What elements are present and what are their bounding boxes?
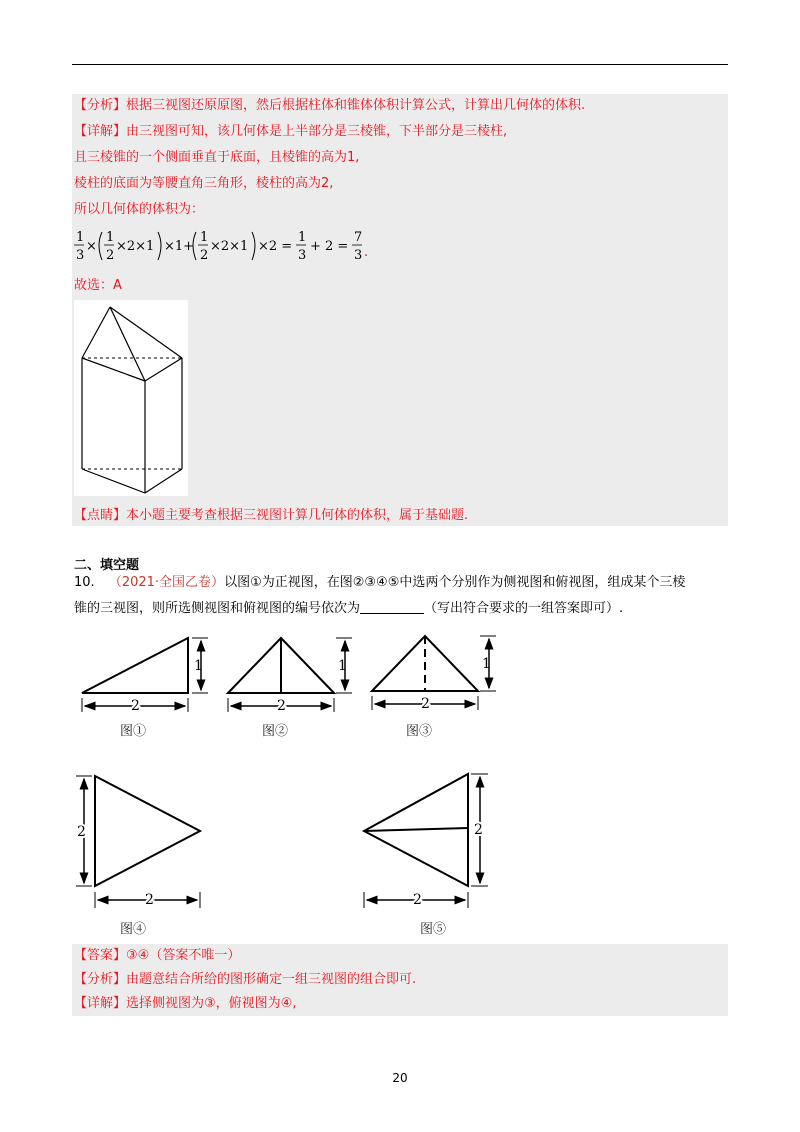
- frac-den: 3: [298, 248, 307, 263]
- question-text-2b: （写出符合要求的一组答案即可）.: [424, 601, 624, 616]
- figure-3-caption: 图③: [406, 724, 433, 739]
- frac-den: 3: [76, 248, 85, 263]
- figure-5: [364, 774, 488, 908]
- solid-figure: [74, 300, 188, 496]
- dim-label: 2: [131, 698, 140, 714]
- figure-4: [76, 776, 200, 908]
- figures-row-2: [68, 766, 508, 916]
- analysis-text: 根据三视图还原原图，然后根据柱体和锥体体积计算公式，计算出几何体的体积.: [126, 98, 586, 113]
- detail-text: 由三视图可知，该几何体是上半部分是三棱锥，下半部分是三棱柱,: [126, 124, 508, 139]
- question-10-line-1: [74, 573, 685, 593]
- section-title: 二、填空题: [74, 558, 140, 573]
- figure-4-caption: 图④: [120, 922, 147, 937]
- figure-2-caption: 图②: [262, 724, 289, 739]
- page-number: 20: [392, 1071, 408, 1085]
- frac-den: 3: [354, 248, 363, 263]
- comment-line: [74, 506, 468, 526]
- figure-1: [82, 638, 208, 714]
- frac-den: 2: [106, 248, 115, 263]
- dim-label: 2: [277, 698, 286, 714]
- frac-num: 1: [298, 230, 307, 245]
- question-text-2a: 锥的三视图，则所选侧视图和俯视图的编号依次为: [74, 601, 361, 616]
- source-open: （: [108, 575, 122, 590]
- question-source: 2021·全国乙卷: [121, 575, 212, 590]
- frac-den: 2: [200, 248, 209, 263]
- figure-1-caption: 图①: [120, 724, 147, 739]
- inner-product: ×2×1: [116, 239, 155, 254]
- header-rule: [72, 64, 728, 65]
- detail-line-5: 所以几何体的体积为：: [74, 202, 205, 217]
- frac-num: 1: [76, 230, 85, 245]
- question-number: 10.: [74, 575, 95, 590]
- dim-label: 1: [338, 658, 347, 674]
- detail-tag: 【详解】: [74, 124, 127, 139]
- inner-product: ×2×1: [210, 239, 249, 254]
- plus-two: + 2 =: [310, 239, 349, 254]
- detail-line-1: [74, 122, 507, 142]
- analysis-text: 由题意结合所给的图形确定一组三视图的组合即可.: [126, 972, 417, 987]
- answer-text: ③④（答案不唯一）: [126, 948, 241, 963]
- question-text-1: 以图①为正视图，在图②③④⑤中选两个分别作为侧视图和俯视图，组成某个三棱: [224, 575, 686, 590]
- figures-row-1: [78, 632, 498, 718]
- answer-line: [74, 946, 240, 966]
- figure-3: [372, 636, 496, 712]
- analysis-line-2: [74, 970, 416, 990]
- analysis-tag: 【分析】: [74, 98, 127, 113]
- dim-label: 2: [413, 892, 422, 908]
- frac-num: 7: [354, 230, 363, 245]
- detail-line-3: 且三棱锥的一个侧面垂直于底面，且棱锥的高为1,: [74, 150, 360, 165]
- mult-equals: ×2 =: [258, 239, 293, 254]
- dim-label: 1: [194, 658, 203, 674]
- question-10-line-2: [74, 599, 623, 619]
- volume-formula: [72, 226, 372, 266]
- dim-label: 2: [77, 824, 86, 840]
- mult-plus: ×1+: [164, 239, 195, 254]
- figure-5-caption: 图⑤: [420, 922, 447, 937]
- formula-period: .: [364, 245, 369, 260]
- comment-tag: 【点睛】: [74, 508, 127, 523]
- frac-num: 1: [200, 230, 209, 245]
- dim-label: 1: [482, 656, 491, 672]
- analysis-tag: 【分析】: [74, 972, 127, 987]
- answer-tag: 【答案】: [74, 948, 127, 963]
- dim-label: 2: [421, 696, 430, 712]
- detail-tag: 【详解】: [74, 996, 127, 1011]
- detail-text: 选择侧视图为③，俯视图为④,: [126, 996, 297, 1011]
- figure-2: [228, 638, 352, 714]
- dim-label: 2: [474, 822, 483, 838]
- answer-choice: 故选：A: [74, 278, 122, 293]
- detail-line-4: 棱柱的底面为等腰直角三角形，棱柱的高为2,: [74, 176, 334, 191]
- comment-text: 本小题主要考查根据三视图计算几何体的体积，属于基础题.: [126, 508, 469, 523]
- dim-label: 2: [145, 892, 154, 908]
- detail-line-2: [74, 994, 296, 1014]
- answer-blank[interactable]: [360, 601, 424, 614]
- times-sign: ×: [86, 239, 97, 254]
- analysis-line-1: [74, 96, 585, 116]
- frac-num: 1: [106, 230, 115, 245]
- source-close: ）: [211, 575, 225, 590]
